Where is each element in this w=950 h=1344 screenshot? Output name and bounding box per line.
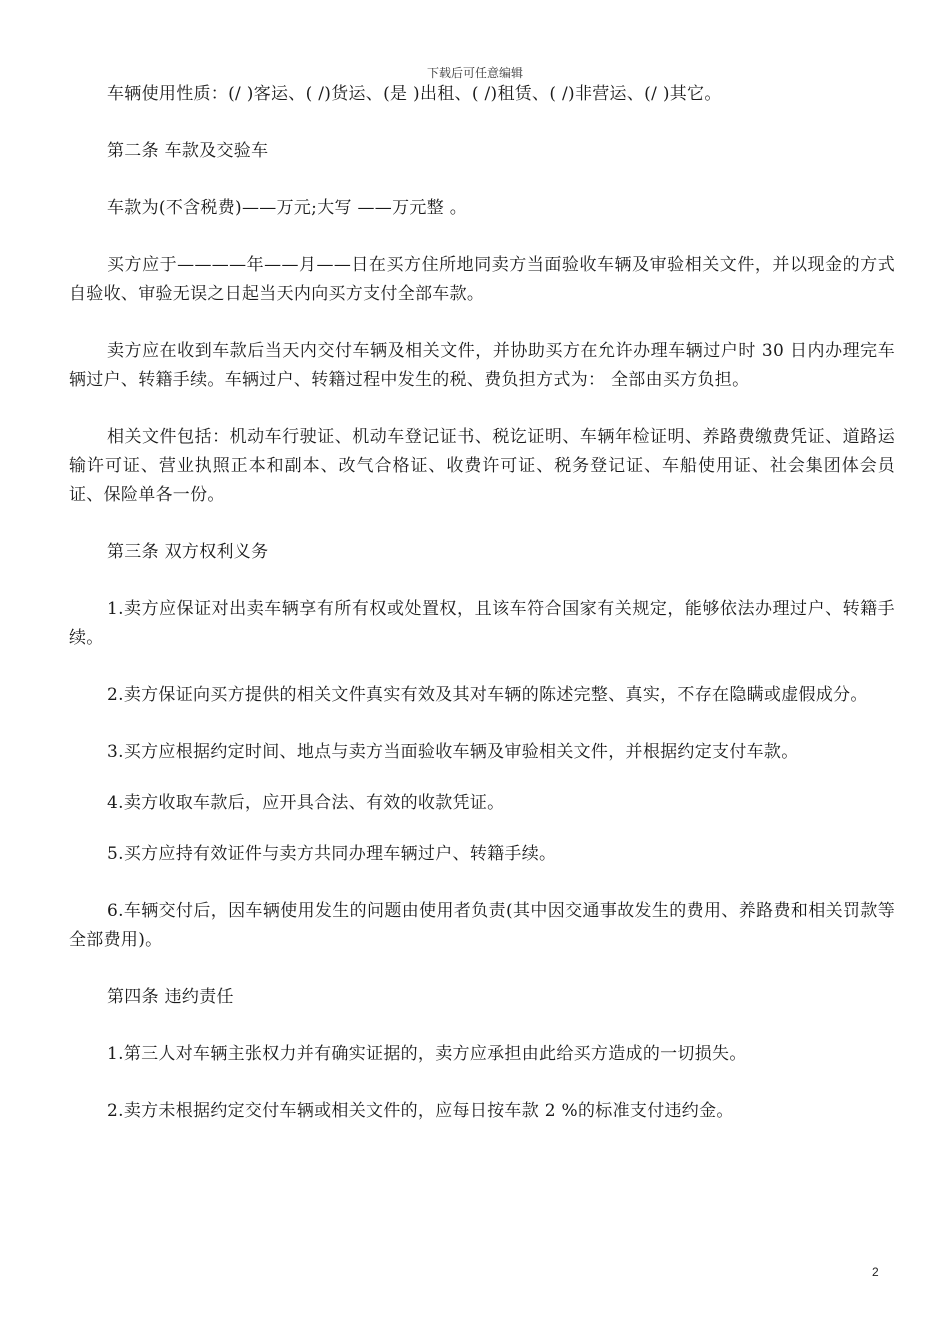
paragraph-documents: 相关文件包括：机动车行驶证、机动车登记证书、税讫证明、车辆年检证明、养路费缴费凭证、道路运输许可证、营业执照正本和副本、改气合格证、收费许可证、税务登记证、车船使用证、社会集团体会员证、保险单各一份。 bbox=[69, 427, 895, 505]
clause-3-5: 5.买方应持有效证件与卖方共同办理车辆过户、转籍手续。 bbox=[107, 844, 557, 864]
document-body bbox=[69, 80, 895, 1126]
paragraph-delivery: 卖方应在收到车款后当天内交付车辆及相关文件，并协助买方在允许办理车辆过户时 30 日内办理完车辆过户、转籍手续。车辆过户、转籍过程中发生的税、费负担方式为： 全部由买方负担。 bbox=[69, 341, 895, 390]
clause-4-1: 1.第三人对车辆主张权力并有确实证据的，卖方应承担由此给买方造成的一切损失。 bbox=[107, 1044, 747, 1064]
page-header: 下载后可任意编辑 bbox=[426, 66, 523, 80]
page-number: 2 bbox=[872, 1265, 879, 1279]
clause-4-2: 2.卖方未根据约定交付车辆或相关文件的，应每日按车款 2 %的标准支付违约金。 bbox=[107, 1101, 734, 1121]
paragraph-vehicle-usage: 车辆使用性质：(/ )客运、( /)货运、(是 )出租、( /)租赁、( /)非营运、(/ )其它。 bbox=[107, 84, 722, 104]
clause-3-1: 1.卖方应保证对出卖车辆享有所有权或处置权，且该车符合国家有关规定，能够依法办理过户、转籍手续。 bbox=[69, 599, 895, 648]
clause-3-2: 2.卖方保证向买方提供的相关文件真实有效及其对车辆的陈述完整、真实，不存在隐瞒或虚假成分。 bbox=[107, 685, 868, 705]
section-heading-article-2: 第二条 车款及交验车 bbox=[107, 141, 269, 161]
clause-3-3: 3.买方应根据约定时间、地点与卖方当面验收车辆及审验相关文件，并根据约定支付车款。 bbox=[107, 742, 799, 762]
paragraph-payment: 买方应于————年——月——日在买方住所地同卖方当面验收车辆及审验相关文件，并以现金的方式自验收、审验无误之日起当天内向买方支付全部车款。 bbox=[69, 255, 895, 304]
section-heading-article-3: 第三条 双方权利义务 bbox=[107, 542, 269, 562]
clause-3-6: 6.车辆交付后，因车辆使用发生的问题由使用者负责(其中因交通事故发生的费用、养路费和相关罚款等全部费用)。 bbox=[69, 901, 895, 950]
section-heading-article-4: 第四条 违约责任 bbox=[107, 987, 234, 1007]
paragraph-price: 车款为(不含税费)——万元;大写 ——万元整 。 bbox=[107, 198, 467, 218]
clause-3-4: 4.卖方收取车款后，应开具合法、有效的收款凭证。 bbox=[107, 793, 505, 813]
